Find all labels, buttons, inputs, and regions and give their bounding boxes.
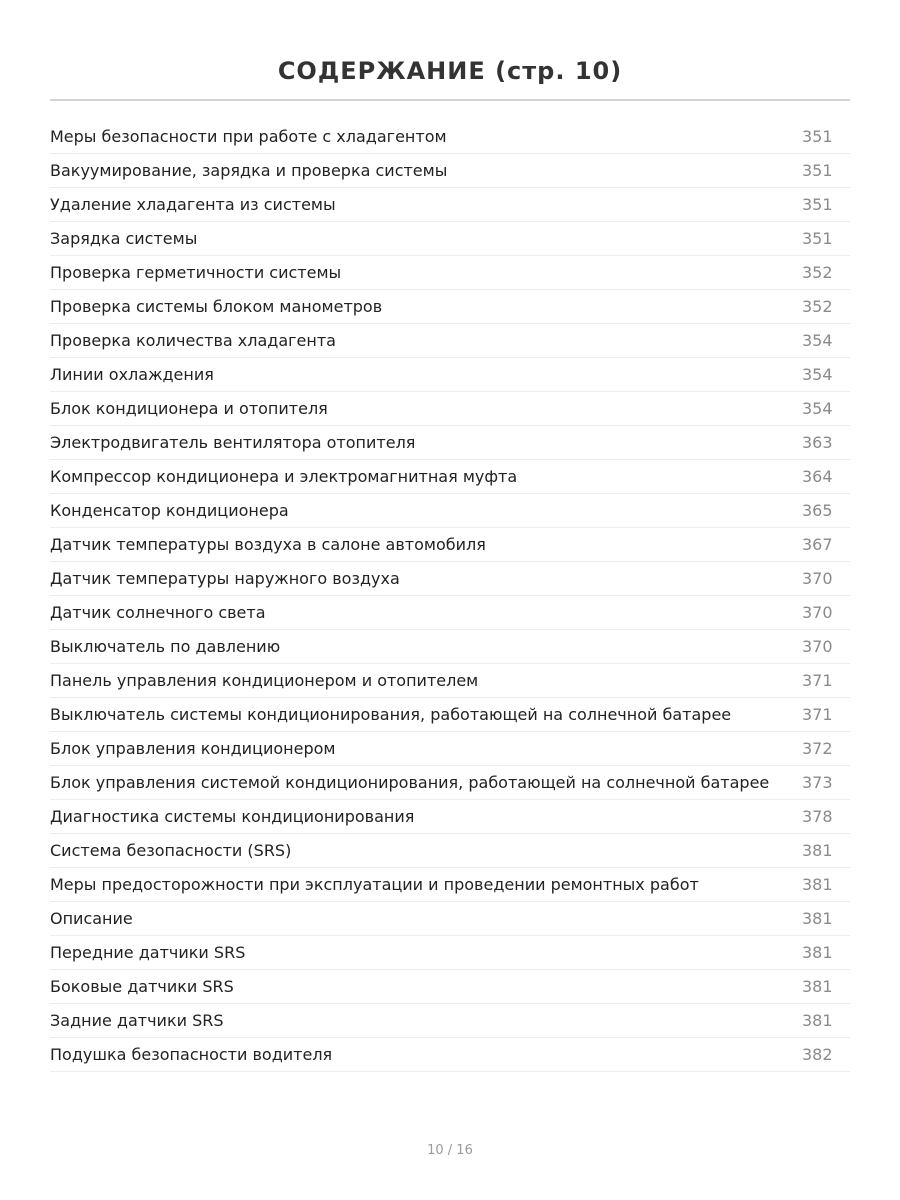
toc-entry-text: Система безопасности (SRS) <box>50 841 292 860</box>
toc-page-number: 365 <box>802 501 833 520</box>
toc-entry-text: Датчик солнечного света <box>50 603 266 622</box>
toc-entry-text: Выключатель системы кондиционирования, работающей на солнечной батарее <box>50 705 732 724</box>
toc-entry-text: Конденсатор кондиционера <box>50 501 289 520</box>
toc-page-number: 381 <box>802 909 833 928</box>
toc-page-number: 351 <box>802 127 833 146</box>
toc-row[interactable] <box>50 494 850 528</box>
toc-page-number: 381 <box>802 943 833 962</box>
toc-page-number: 382 <box>802 1045 833 1064</box>
toc-entry-text: Проверка герметичности системы <box>50 263 342 282</box>
toc-row[interactable] <box>50 1004 850 1038</box>
toc-row[interactable] <box>50 120 850 154</box>
table-of-contents <box>50 120 850 1072</box>
toc-page-number: 378 <box>802 807 833 826</box>
toc-page-number: 352 <box>802 297 833 316</box>
toc-entry-text: Удаление хладагента из системы <box>50 195 336 214</box>
toc-page-number: 370 <box>802 569 833 588</box>
toc-row[interactable] <box>50 154 850 188</box>
toc-row[interactable] <box>50 426 850 460</box>
toc-page-number: 381 <box>802 875 833 894</box>
toc-entry-text: Меры безопасности при работе с хладагентом <box>50 127 447 146</box>
toc-entry-text: Блок управления системой кондиционирования, работающей на солнечной батарее <box>50 773 770 792</box>
toc-row[interactable] <box>50 562 850 596</box>
toc-row[interactable] <box>50 528 850 562</box>
toc-entry-text: Описание <box>50 909 133 928</box>
toc-row[interactable] <box>50 392 850 426</box>
toc-row[interactable] <box>50 256 850 290</box>
toc-page-number: 371 <box>802 671 833 690</box>
toc-entry-text: Электродвигатель вентилятора отопителя <box>50 433 416 452</box>
toc-entry-text: Компрессор кондиционера и электромагнитная муфта <box>50 467 518 486</box>
toc-entry-text: Проверка количества хладагента <box>50 331 336 350</box>
toc-row[interactable] <box>50 290 850 324</box>
toc-entry-text: Датчик температуры наружного воздуха <box>50 569 400 588</box>
toc-page-number: 371 <box>802 705 833 724</box>
toc-page-number: 381 <box>802 977 833 996</box>
toc-row[interactable] <box>50 868 850 902</box>
toc-page-number: 373 <box>802 773 833 792</box>
toc-row[interactable] <box>50 834 850 868</box>
toc-row[interactable] <box>50 664 850 698</box>
toc-entry-text: Вакуумирование, зарядка и проверка системы <box>50 161 448 180</box>
toc-row[interactable] <box>50 596 850 630</box>
toc-page-number: 364 <box>802 467 833 486</box>
toc-row[interactable] <box>50 800 850 834</box>
toc-page-number: 354 <box>802 331 833 350</box>
toc-page-number: 372 <box>802 739 833 758</box>
toc-entry-text: Блок кондиционера и отопителя <box>50 399 328 418</box>
toc-row[interactable] <box>50 732 850 766</box>
toc-entry-text: Датчик температуры воздуха в салоне автомобиля <box>50 535 486 554</box>
toc-page-number: 381 <box>802 1011 833 1030</box>
toc-entry-text: Зарядка системы <box>50 229 198 248</box>
toc-page-number: 367 <box>802 535 833 554</box>
toc-row[interactable] <box>50 698 850 732</box>
toc-row[interactable] <box>50 1038 850 1072</box>
toc-row[interactable] <box>50 222 850 256</box>
toc-row[interactable] <box>50 460 850 494</box>
toc-page-number: 351 <box>802 161 833 180</box>
page-indicator: 10 / 16 <box>427 1143 473 1158</box>
toc-page-number: 354 <box>802 399 833 418</box>
toc-entry-text: Передние датчики SRS <box>50 943 246 962</box>
toc-entry-text: Блок управления кондиционером <box>50 739 336 758</box>
toc-entry-text: Панель управления кондиционером и отопителем <box>50 671 479 690</box>
toc-page-number: 351 <box>802 229 833 248</box>
toc-row[interactable] <box>50 188 850 222</box>
toc-page-number: 354 <box>802 365 833 384</box>
toc-entry-text: Линии охлаждения <box>50 365 214 384</box>
toc-row[interactable] <box>50 970 850 1004</box>
toc-entry-text: Диагностика системы кондиционирования <box>50 807 415 826</box>
toc-page-number: 370 <box>802 637 833 656</box>
toc-page-number: 352 <box>802 263 833 282</box>
toc-page-number: 363 <box>802 433 833 452</box>
toc-row[interactable] <box>50 902 850 936</box>
title-divider <box>50 99 850 101</box>
toc-row[interactable] <box>50 358 850 392</box>
toc-page-number: 351 <box>802 195 833 214</box>
toc-entry-text: Задние датчики SRS <box>50 1011 224 1030</box>
page-title: СОДЕРЖАНИЕ (стр. 10) <box>277 57 623 86</box>
toc-entry-text: Боковые датчики SRS <box>50 977 234 996</box>
toc-entry-text: Меры предосторожности при эксплуатации и проведении ремонтных работ <box>50 875 699 894</box>
toc-entry-text: Проверка системы блоком манометров <box>50 297 383 316</box>
toc-row[interactable] <box>50 324 850 358</box>
toc-row[interactable] <box>50 936 850 970</box>
toc-page-number: 381 <box>802 841 833 860</box>
toc-row[interactable] <box>50 766 850 800</box>
toc-row[interactable] <box>50 630 850 664</box>
toc-entry-text: Подушка безопасности водителя <box>50 1045 333 1064</box>
toc-page-number: 370 <box>802 603 833 622</box>
toc-entry-text: Выключатель по давлению <box>50 637 281 656</box>
